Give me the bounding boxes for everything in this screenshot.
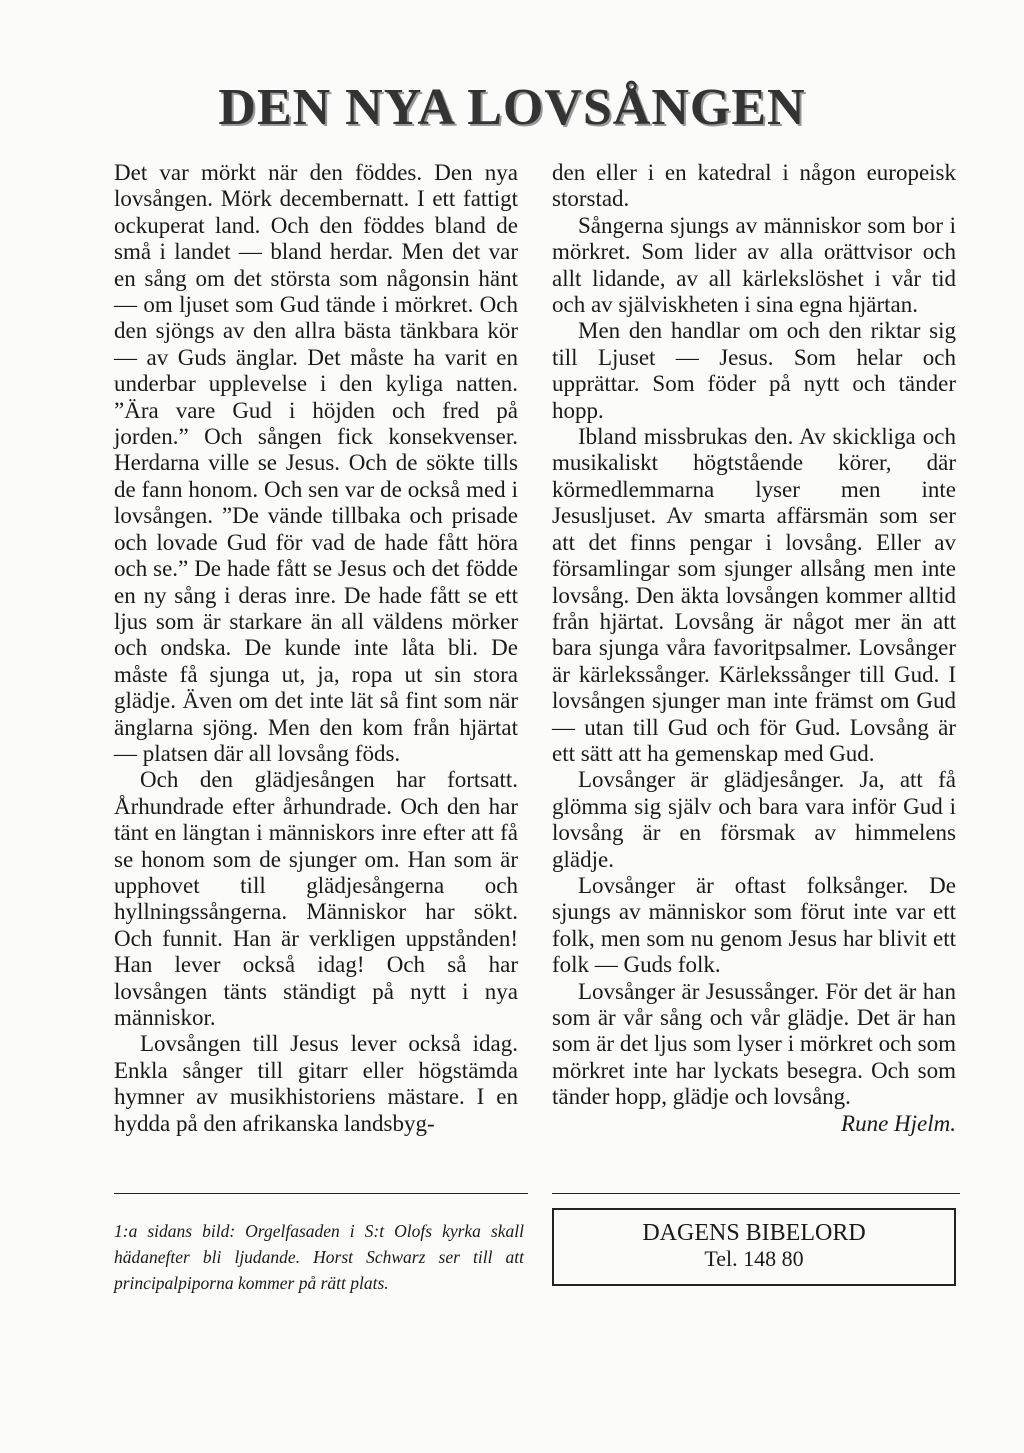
page-title: DEN NYA LOVSÅNGEN — [218, 79, 806, 136]
author-signature: Rune Hjelm. — [841, 1110, 956, 1136]
article-paragraph: Men den handlar om och den riktar sig till Ljuset — Jesus. Som helar och upprättar. Som föder på nytt och tänder hopp. — [552, 318, 956, 423]
article-paragraph: den eller i en katedral i någon europeisk storstad. — [552, 160, 956, 212]
divider-right — [552, 1193, 960, 1194]
bible-word-box — [552, 1208, 956, 1286]
article-paragraph: Det var mörkt när den föddes. Den nya lovsången. Mörk decembernatt. I ett fattigt ockuperat land. Och den föddes bland de små i landet — bland herdar. Men det var en sång om det största som någonsin hänt — om ljuset som Gud tände i mörkret. Och den sjöngs av den allra bästa tänkbara kör — av Guds änglar. Det måste ha varit en underbar upplevelse i den kyliga natten. ”Ära vare Gud i höjden och fred på jorden.” Och sången fick konsekvenser. Herdarna ville se Jesus. Och de sökte tills de fann honom. Och sen var de också med i lovsången. ”De vände tillbaka och prisade och lovade Gud för vad de hade fått höra och se.” De hade fått se Jesus och det födde en ny sång i deras inre. De hade fått se ett ljus som är starkare än all väldens mörker och ondska. De kunde inte låta bli. De måste få sjunga ut, ja, ropa ut sin stora glädje. Även om det inte lät så fint som när änglarna sjöng. Men den kom från hjärtat — platsen där all lovsång föds. — [114, 160, 518, 766]
article-left-column — [114, 160, 518, 1137]
article-paragraph: Lovsånger är oftast folksånger. De sjungs av människor som förut inte var ett folk, men som nu genom Jesus har blivit ett folk — Guds folk. — [552, 872, 956, 978]
box-phone: Tel. 148 80 — [704, 1246, 804, 1271]
photo-caption: 1:a sidans bild: Orgelfasaden i S:t Olofs kyrka skall hädanefter bli ljudande. Horst Schwarz ser till att principalpiporna kommer på rätt plats. — [114, 1221, 524, 1293]
article-paragraph: Och den glädjesången har fortsatt. Århundrade efter århundrade. Och den har tänt en längtan i människors inre efter att få se honom som de sjunger om. Han som är upphovet till glädjesångerna och hyllningssångerna. Människor har sökt. Och funnit. Han är verkligen uppstånden! Han lever också idag! Och så har lovsången tänts ständigt på nytt i nya människor. — [114, 767, 518, 1030]
article-paragraph: Lovsånger är Jesussånger. För det är han som är vår sång och vår glädje. Det är han som är det ljus som lyser i mörkret och som mörkret inte har lyckats besegra. Och som tänder hopp, glädje och lovsång. — [552, 978, 956, 1110]
article-paragraph: Sångerna sjungs av människor som bor i mörkret. Som lider av alla orättvisor och allt lidande, av all kärlekslöshet i vår tid och av själviskheten i sina egna hjärtan. — [552, 212, 956, 318]
divider-left — [114, 1193, 528, 1194]
article-paragraph: Ibland missbrukas den. Av skickliga och musikaliskt högtstående körer, där körmedlemmarna lyser men inte Jesusljuset. Av smarta affärsmän som ser att det finns pengar i lovsång. Eller av församlingar som sjunger allsång men inte lovsång. Den äkta lovsången kommer alltid från hjärtat. Lovsång är något mer än att bara sjunga våra favoritpsalmer. Lovsånger är kärlekssånger. Kärlekssånger till Gud. I lovsången sjunger man inte främst om Gud — utan till Gud och för Gud. Lovsång är ett sätt att ha gemenskap med Gud. — [552, 424, 956, 766]
article-right-column — [552, 160, 956, 1137]
box-heading: DAGENS BIBELORD — [642, 1220, 866, 1246]
article-paragraph: Lovsånger är glädjesånger. Ja, att få glömma sig själv och bara vara inför Gud i lovsång är en försmak av himmelens glädje. — [552, 767, 956, 872]
article-paragraph: Lovsången till Jesus lever också idag. Enkla sånger till gitarr eller högstämda hymner av musikhistoriens mästare. I en hydda på den afrikanska landsbyg- — [114, 1031, 518, 1136]
